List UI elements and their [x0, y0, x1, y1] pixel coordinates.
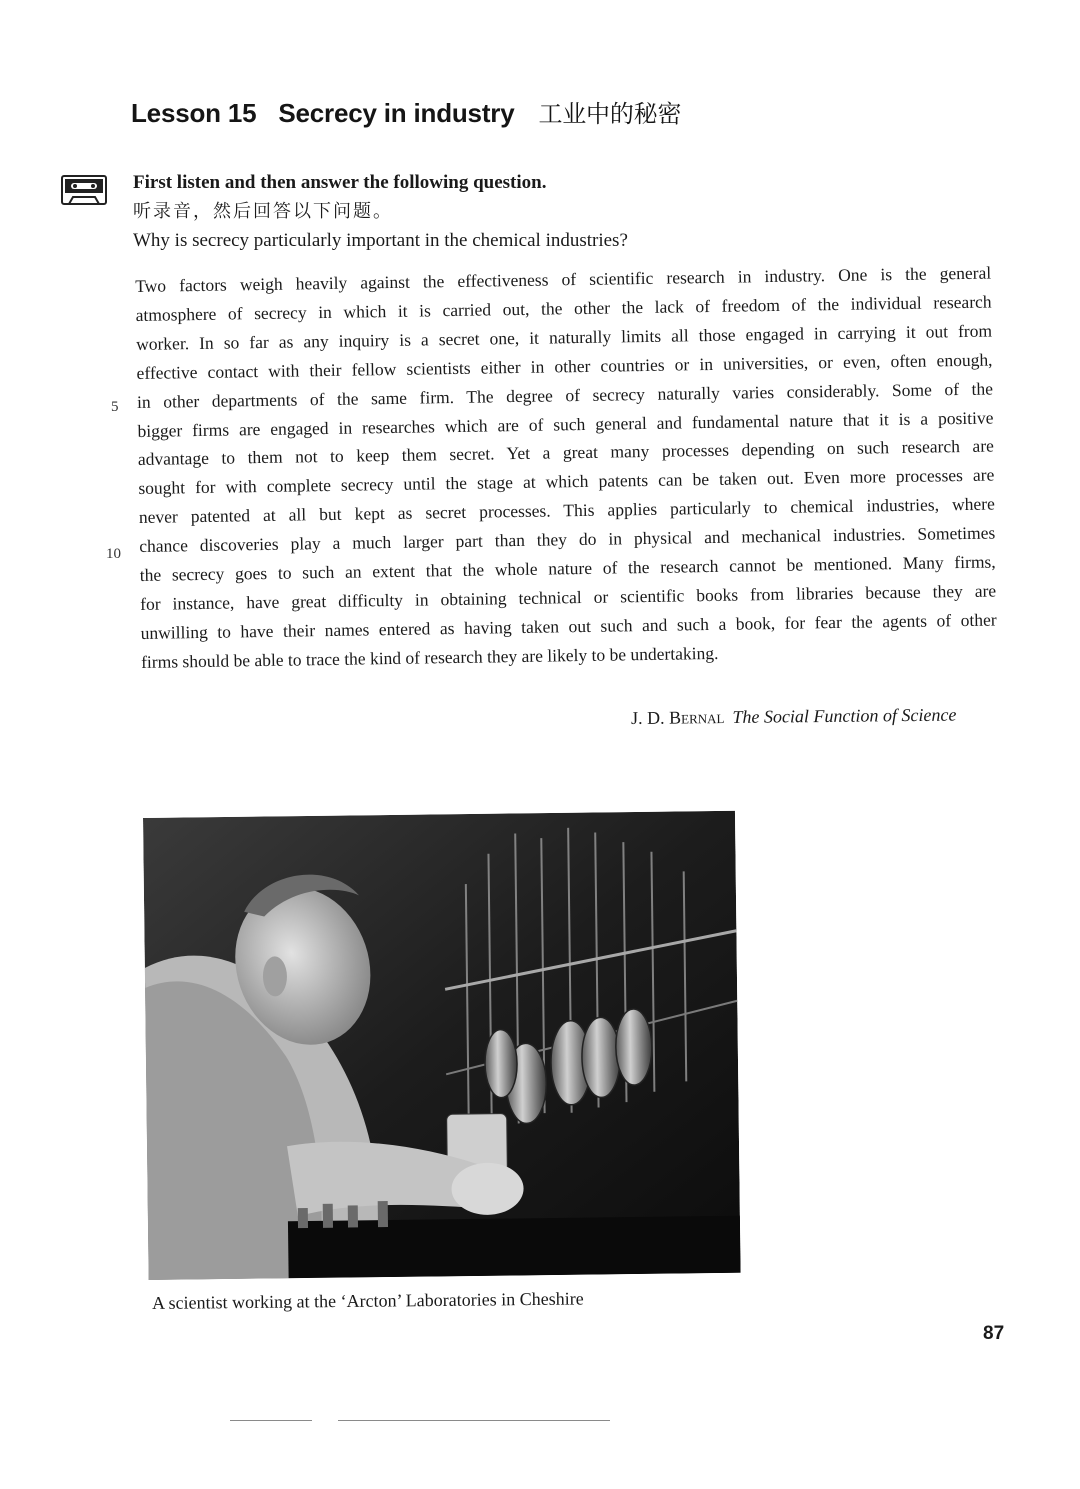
passage-line: firms should be able to trace the kind of research they are likely to be undertaking.	[140, 642, 719, 672]
passage-line: bigger firms are engaged in researches which are of such general and fundamental nature that it is a positive	[137, 407, 994, 441]
book-title: The Social Function of Science	[732, 704, 957, 727]
passage-line: effective contact with their fellow scientists either in other countries or in universities, or even, often enough,	[136, 349, 993, 383]
lesson-title-chinese: 工业中的秘密	[538, 100, 682, 128]
scan-artifact-line	[230, 1420, 312, 1421]
page-number: 87	[983, 1323, 1005, 1344]
lesson-title	[131, 94, 681, 129]
passage-line: advantage to them not to keep them secret. Yet a great many processes depending on such research are	[137, 435, 994, 470]
passage-line: unwilling to have their names entered as having taken out such and such a book, for fear the agents of other	[140, 609, 997, 643]
passage-line: atmosphere of secrecy in which it is carried out, the other the lack of freedom of the individual research	[135, 291, 992, 325]
scientist-photo-illustration	[143, 811, 741, 1280]
passage-line: sought for with complete secrecy until the stage at which patents can be taken out. Even more processes are	[138, 464, 995, 499]
attribution	[631, 705, 956, 729]
passage-line: Two factors weigh heavily against the effectiveness of scientific research in industry. One is the general	[135, 262, 992, 296]
passage-line: never patented at all but kept as secret processes. This applies particularly to chemical industries, where	[138, 493, 995, 528]
photo-caption: A scientist working at the ‘Arcton’ Laboratories in Cheshire	[152, 1288, 584, 1313]
passage-line: in other departments of the same firm. The degree of secrecy naturally varies considerably. Some of the	[136, 378, 994, 412]
passage-line: the secrecy goes to such an extent that the whole nature of the research cannot be mentioned. Many firms,	[139, 551, 996, 586]
listening-instructions	[133, 170, 773, 254]
reading-passage	[135, 258, 1003, 676]
author-name: J. D. Bernal	[631, 707, 725, 728]
comprehension-question: Why is secrecy particularly important in the chemical industries?	[133, 230, 628, 251]
passage-line: chance discoveries play a much larger part than they do in physical and mechanical industries. Sometimes	[139, 522, 996, 557]
passage-line: worker. In so far as any inquiry is a secret one, it naturally limits all those engaged in carrying it out from	[135, 320, 993, 354]
lesson-number: Lesson 15	[131, 98, 257, 128]
laboratory-photo	[143, 811, 741, 1280]
scan-artifact-line	[338, 1420, 610, 1421]
passage-line: for instance, have great difficulty in obtaining technical or scientific books from libraries because they are	[140, 580, 997, 614]
line-number-5: 5	[111, 399, 119, 415]
line-number-10: 10	[106, 546, 121, 562]
lesson-title-english: Secrecy in industry	[278, 98, 515, 128]
instruction-chinese: 听录音，然后回答以下问题。	[133, 201, 393, 222]
instruction-english: First listen and then answer the following question.	[133, 172, 547, 193]
cassette-tape-icon	[61, 173, 107, 209]
